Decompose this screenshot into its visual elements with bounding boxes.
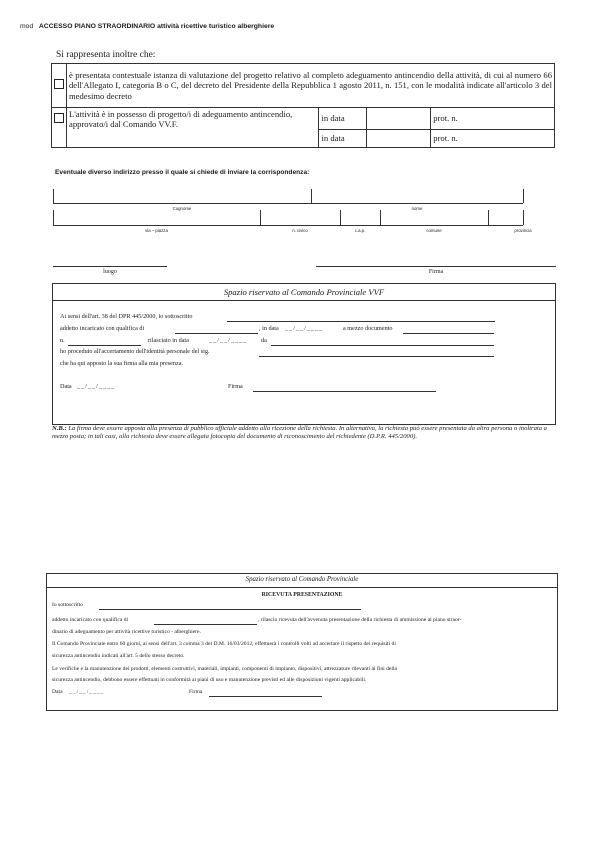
- box1-n-label: n.: [60, 337, 65, 344]
- box2-firma-label: Firma: [189, 689, 203, 695]
- rilasciato-da-field[interactable]: [271, 345, 494, 346]
- box2-date-field[interactable]: __/__/____: [69, 689, 105, 695]
- prot-label-2[interactable]: prot. n.: [431, 130, 555, 148]
- box1-line-4: ho proceduto all'accertamento dell'identità personale del sig.: [60, 348, 210, 355]
- box2-qualifica-label: addetto incaricato con qualifica di: [52, 617, 129, 623]
- receipt-subtitle: RICEVUTA PRESENTAZIONE: [261, 592, 343, 598]
- box2-firma-field[interactable]: [209, 696, 322, 697]
- form-code: mod: [20, 23, 34, 30]
- in-data-label-1: in data: [319, 108, 367, 130]
- option-1-text: è presentata contestuale istanza di valutazione del progetto relativo al completo adeguamento antincendio della attività, di cui al numero 66 dell'Allegato I, categoria B o C, del decreto del Presidente della Repubblica 1 agosto 2011, n. 151, con le modalità indicate all'articolo 3 del medesimo decreto: [67, 64, 555, 108]
- box1-data-label: Data: [60, 383, 72, 390]
- luogo-label: luogo: [103, 269, 117, 275]
- box2-line-7: sicurezza antincendio, debbono essere effettuati in conformità ai piani di uso e manutenzione previsti ed alle disposizioni vigenti applicabili.: [52, 677, 367, 683]
- date-field-1[interactable]: __/__/____: [285, 325, 324, 332]
- comando-box: [52, 283, 556, 425]
- form-title: ACCESSO PIANO STRAORDINARIO attività ricettive turistico alberghiere: [38, 23, 275, 30]
- box2-qualifica-field[interactable]: [154, 624, 257, 625]
- in-data-label-2: in data: [319, 130, 367, 148]
- receipt-box: [46, 573, 558, 711]
- luogo-line[interactable]: [53, 266, 167, 267]
- form-header: [20, 23, 274, 30]
- box2-line-1: Io sottoscritto: [52, 602, 83, 608]
- comando-box-title: Spazio riservato al Comando Provinciale VVF: [223, 287, 385, 297]
- address-title: Eventuale diverso indirizzo presso il quale si chiede di inviare la corrispondenza:: [55, 169, 310, 176]
- numero-field[interactable]: [68, 345, 141, 346]
- box1-date-field[interactable]: __/__/____: [77, 383, 116, 390]
- cap-label: c.a.p.: [354, 228, 366, 233]
- option-row-1: [52, 64, 555, 108]
- sig-field[interactable]: [259, 356, 494, 357]
- box2-sottoscritto-field[interactable]: [99, 609, 361, 610]
- box2-line-6: Le verifiche e la manutenzione dei prodotti, elementi costruttivi, materiali, impianti, componenti di impianto, dispositivi, attrezzature rilevanti ai fini della: [52, 666, 397, 672]
- intro-text: Si rappresenta inoltre che:: [56, 50, 156, 60]
- firma-line[interactable]: [316, 266, 556, 267]
- in-data-field-2[interactable]: [367, 130, 431, 148]
- box1-documento-label: a mezzo documento: [343, 325, 393, 332]
- prot-label-1[interactable]: prot. n.: [431, 108, 555, 130]
- via-label: via – piazza: [145, 228, 168, 233]
- box1-rilasciato-label: rilasciato in data: [148, 337, 189, 344]
- comune-label: comune: [426, 228, 442, 233]
- box2-data-label: Data: [52, 689, 63, 695]
- nome-label: nome: [411, 206, 423, 211]
- box1-indata-label: , in data: [259, 325, 279, 332]
- civico-label: n. civico: [292, 228, 308, 233]
- box1-line-1: Ai sensi dell'art. 38 del DPR 445/2000, io sottoscritto: [60, 313, 193, 320]
- firma-label: Firma: [428, 269, 444, 275]
- option-2-checkbox[interactable]: [54, 113, 64, 123]
- qualifica-field[interactable]: [175, 333, 258, 334]
- box1-da-label: da: [261, 337, 267, 344]
- options-table: [51, 63, 555, 148]
- box1-line-5: che ha qui apposto la sua firma alla mia presenza.: [60, 360, 184, 367]
- box2-line-3: dinario di adeguamento per attività ricettive turistico - alberghiere.: [52, 629, 201, 635]
- option-1-checkbox[interactable]: [54, 79, 64, 89]
- in-data-field-1[interactable]: [367, 108, 431, 130]
- nb-note: [52, 425, 558, 442]
- box1-firma-field[interactable]: [253, 391, 436, 392]
- option-row-2: [52, 108, 555, 130]
- box2-line-4: Il Comando Provinciale entro 60 giorni, ai sensi dell'art. 3 comma 3 del D.M. 16/03/2012, effettuerà i controlli volti ad accertare il rispetto dei requisiti di: [52, 641, 396, 647]
- documento-field[interactable]: [403, 333, 494, 334]
- date-field-2[interactable]: __/__/____: [209, 337, 248, 344]
- box2-line-5: sicurezza antincendio indicati all'art. 5 dello stesso decreto.: [52, 653, 185, 659]
- box1-qualifica-label: addetto incaricato con qualifica di: [60, 325, 145, 332]
- box2-line-2b: , rilascio ricevuta dell'avvenuta presentazione della richiesta di ammissione al piano straor-: [258, 617, 462, 623]
- cognome-label: Cognome: [172, 206, 192, 211]
- nb-text: La firma deve essere apposta alla presenza di pubblico ufficiale addetto alla ricezione della richiesta. In alternativa, la richiesta può essere presentata da altra persona o inoltrata a mezzo posta; in tali casi, alla richiesta deve essere allegata fotocopia del documento di riconoscimento del richiedente (D.P.R. 445/2000).: [52, 425, 547, 441]
- nb-label: N.B.:: [52, 425, 67, 432]
- box1-firma-label: Firma: [228, 383, 243, 390]
- sottoscritto-field[interactable]: [227, 321, 495, 322]
- provincia-label: provincia: [514, 228, 532, 233]
- option-2-text: L'attività è in possesso di progetto/i di adeguamento antincendio, approvato/i dal Comando VV.F.: [67, 108, 319, 148]
- receipt-box-title: Spazio riservato al Comando Provinciale: [245, 576, 359, 583]
